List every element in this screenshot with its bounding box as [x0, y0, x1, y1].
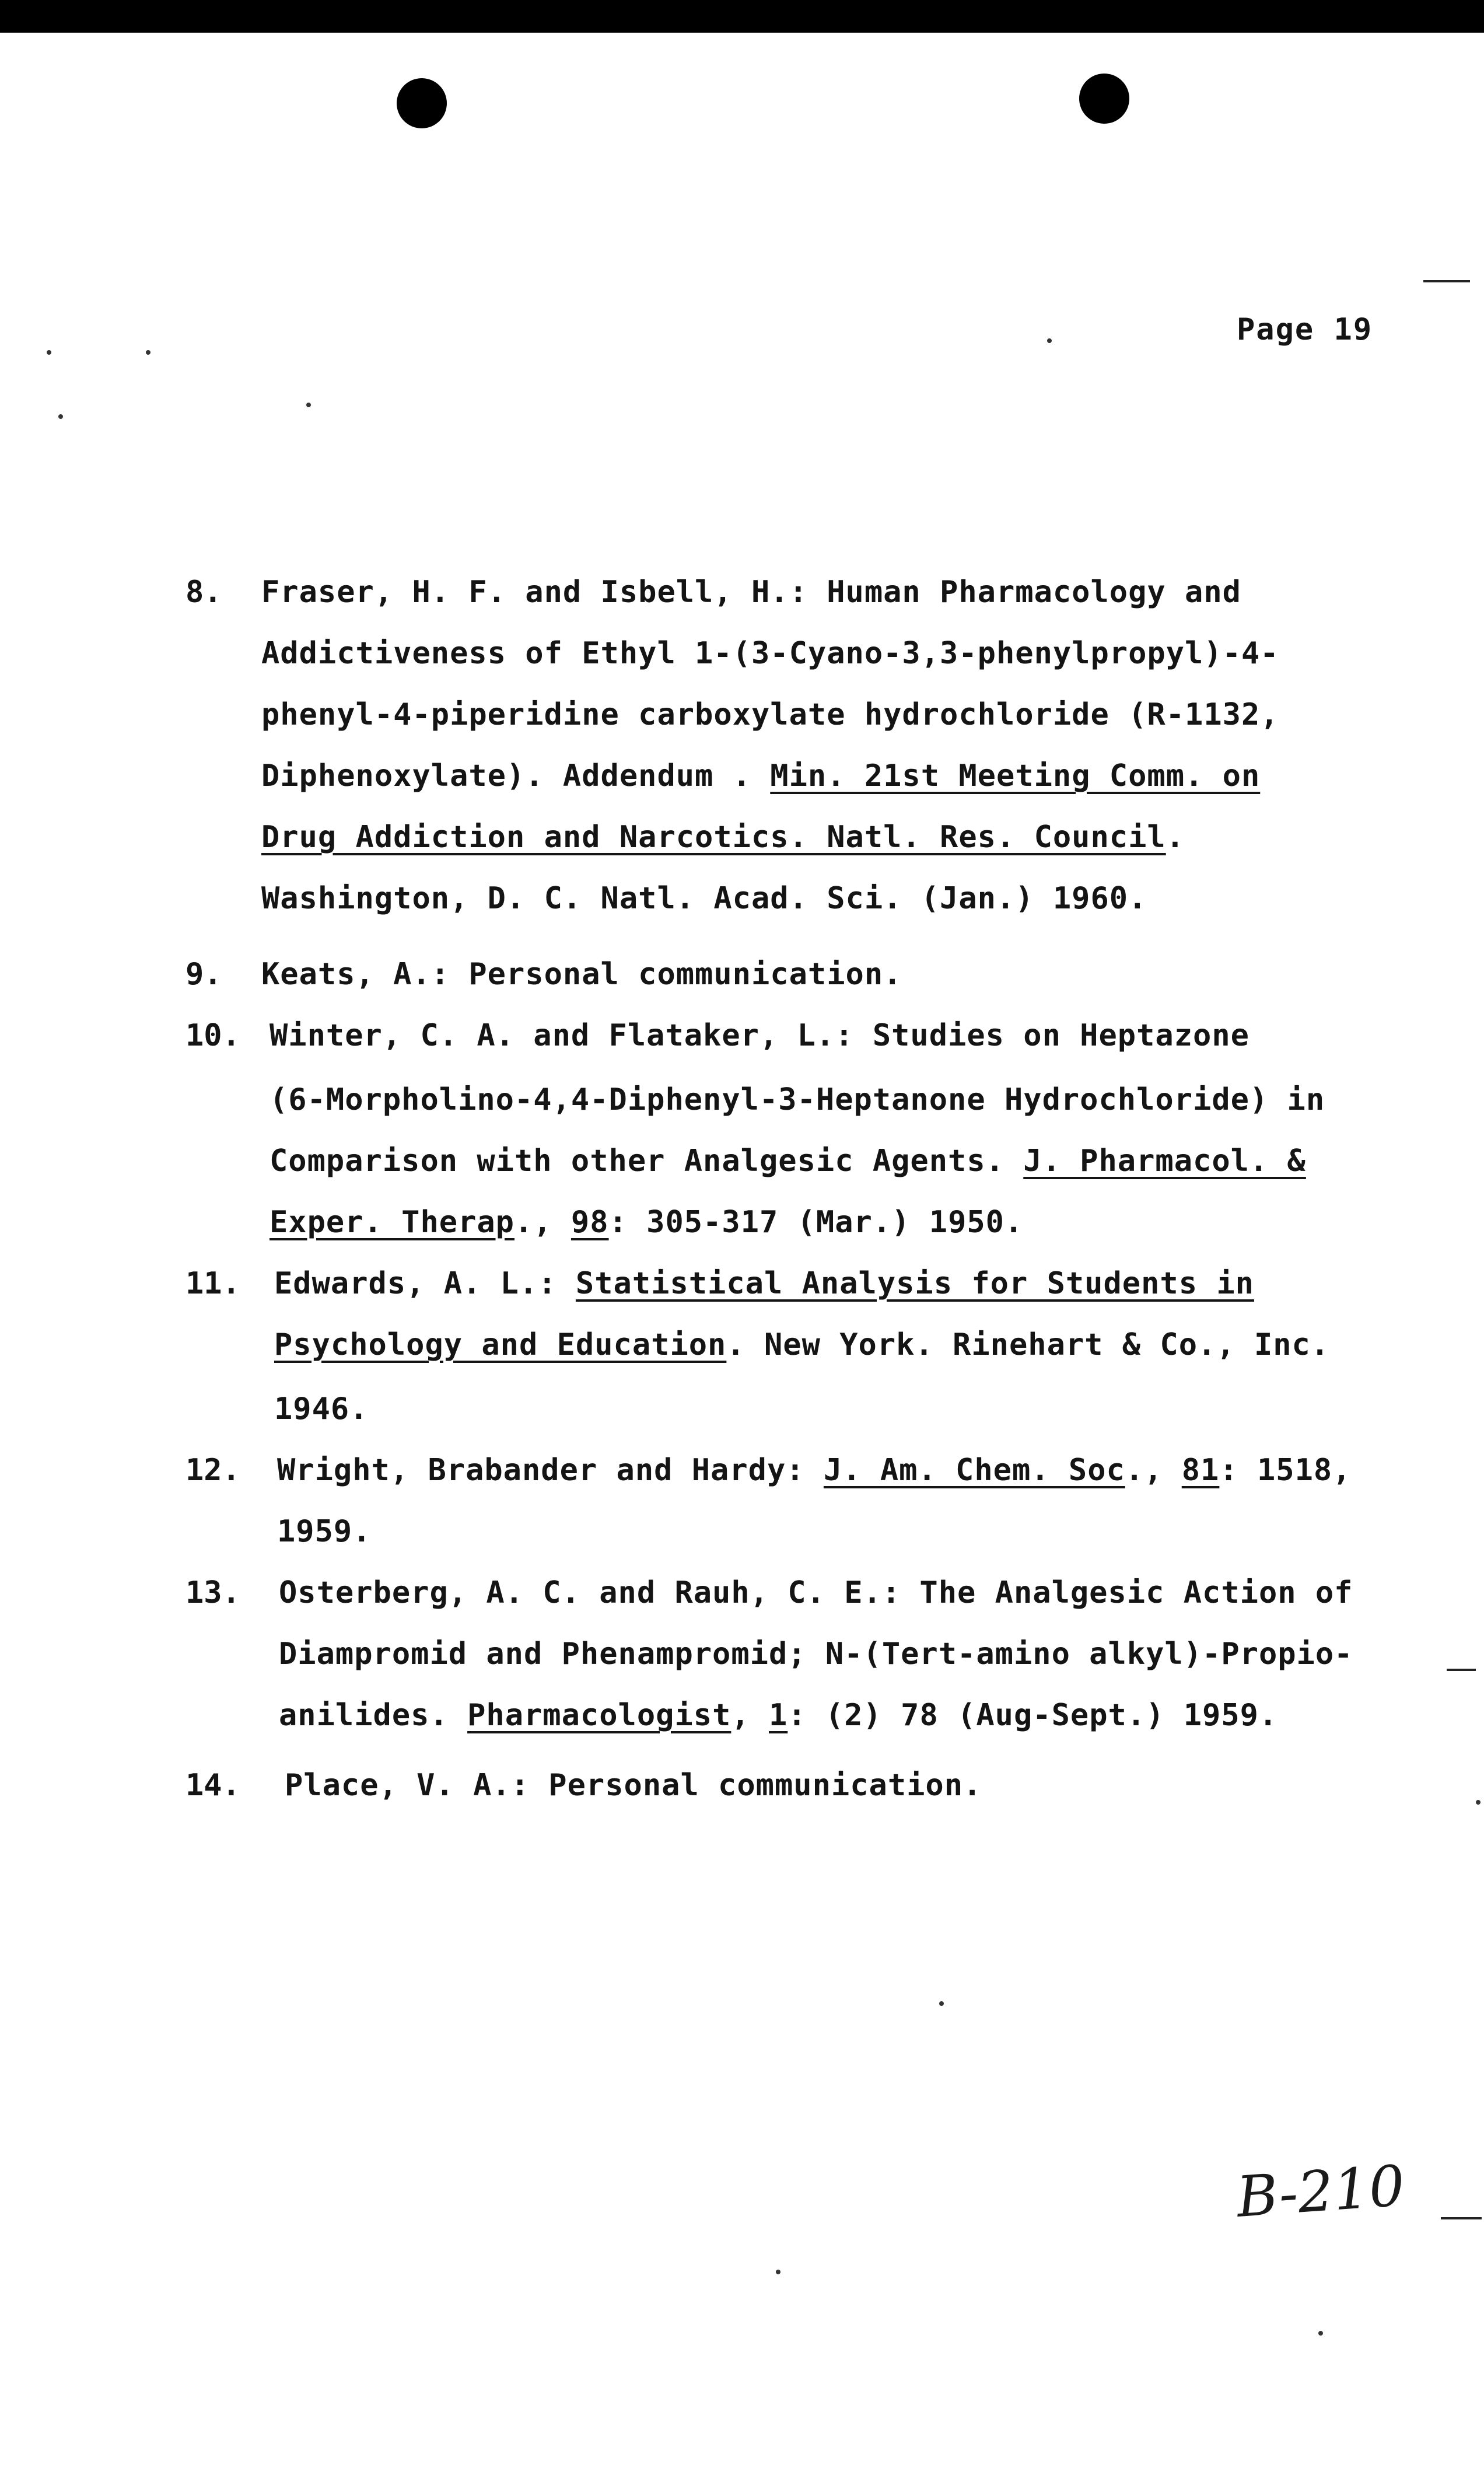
reference-text: . New York. Rinehart & Co., Inc.: [726, 1327, 1330, 1362]
reference-citation-underlined: Statistical Analysis for Students in: [575, 1266, 1254, 1301]
scan-speck: [1047, 338, 1052, 343]
scan-mark: [1447, 1669, 1476, 1671]
reference-line: [261, 697, 1279, 732]
punch-hole-left: [397, 78, 447, 128]
reference-text: : 1518,: [1219, 1453, 1352, 1488]
reference-text: .: [1166, 820, 1185, 855]
reference-text: Washington, D. C. Natl. Acad. Sci. (Jan.) 1960.: [261, 881, 1147, 916]
reference-text: ,: [731, 1698, 769, 1733]
reference-text: Comparison with other Analgesic Agents.: [270, 1144, 1024, 1179]
reference-citation-underlined: 98: [570, 1205, 609, 1240]
reference-number: 14.: [186, 1768, 240, 1803]
reference-line: [274, 1327, 1329, 1362]
reference-citation-underlined: Drug Addiction and Narcotics. Natl. Res. Council: [261, 820, 1166, 855]
reference-citation-underlined: J. Am. Chem. Soc: [823, 1453, 1125, 1488]
reference-line: [261, 575, 1241, 610]
handwritten-code: B-210: [1234, 2153, 1407, 2230]
reference-text: Addictiveness of Ethyl 1-(3-Cyano-3,3-phenylpropyl)-4-: [261, 636, 1279, 671]
reference-text: Osterberg, A. C. and Rauh, C. E.: The Analgesic Action of: [279, 1575, 1353, 1610]
reference-text: Diampromid and Phenampromid; N-(Tert-amino alkyl)-Propio-: [279, 1637, 1353, 1672]
reference-number: 8.: [186, 575, 222, 610]
reference-line: [270, 1082, 1325, 1117]
reference-text: Fraser, H. F. and Isbell, H.: Human Pharmacology and: [261, 575, 1241, 610]
reference-line: [277, 1514, 372, 1549]
reference-citation-underlined: Exper. Therap: [270, 1205, 514, 1240]
reference-line: [270, 1018, 1250, 1053]
reference-text: Keats, A.: Personal communication.: [261, 957, 902, 992]
reference-text: Edwards, A. L.:: [274, 1266, 576, 1301]
reference-text: 1959.: [277, 1514, 372, 1549]
scan-speck: [1318, 2331, 1323, 2336]
reference-text: Diphenoxylate). Addendum .: [261, 758, 771, 793]
scan-speck: [306, 403, 311, 407]
scan-speck: [939, 2001, 944, 2006]
reference-text: Winter, C. A. and Flataker, L.: Studies on Heptazone: [270, 1018, 1250, 1053]
reference-number: 9.: [186, 957, 222, 992]
scan-speck: [146, 350, 150, 355]
scan-speck: [1476, 1800, 1480, 1805]
reference-line: [279, 1575, 1353, 1610]
reference-citation-underlined: Min. 21st Meeting Comm. on: [770, 758, 1261, 793]
reference-line: [270, 1144, 1306, 1179]
scan-top-border: [0, 0, 1484, 33]
reference-citation-underlined: J. Pharmacol. &: [1023, 1144, 1306, 1179]
reference-line: [261, 636, 1279, 671]
reference-text: Wright, Brabander and Hardy:: [277, 1453, 824, 1488]
reference-text: anilides.: [279, 1698, 468, 1733]
scan-speck: [58, 414, 63, 419]
scan-mark: [1423, 280, 1470, 282]
reference-citation-underlined: 81: [1181, 1453, 1220, 1488]
reference-number: 12.: [186, 1453, 240, 1488]
reference-line: [285, 1768, 982, 1803]
reference-number: 10.: [186, 1018, 240, 1053]
punch-hole-right: [1079, 74, 1129, 124]
reference-line: [277, 1453, 1352, 1488]
reference-line: [261, 758, 1260, 793]
reference-line: [279, 1637, 1353, 1672]
reference-text: .,: [1125, 1453, 1182, 1488]
reference-line: [270, 1205, 1023, 1240]
reference-line: [274, 1266, 1254, 1301]
reference-number: 11.: [186, 1266, 240, 1301]
reference-citation-underlined: 1: [769, 1698, 788, 1733]
reference-text: .,: [514, 1205, 571, 1240]
reference-text: phenyl-4-piperidine carboxylate hydrochloride (R-1132,: [261, 697, 1279, 732]
reference-line: [279, 1698, 1278, 1733]
scan-mark: [1441, 2217, 1482, 2219]
page-number: Page 19: [1237, 312, 1373, 347]
reference-line: [261, 820, 1185, 855]
reference-line: [274, 1392, 369, 1427]
scan-speck: [47, 350, 51, 355]
reference-number: 13.: [186, 1575, 240, 1610]
reference-line: [261, 881, 1147, 916]
reference-text: : 305-317 (Mar.) 1950.: [608, 1205, 1024, 1240]
reference-text: (6-Morpholino-4,4-Diphenyl-3-Heptanone Hydrochloride) in: [270, 1082, 1325, 1117]
scan-speck: [776, 2270, 780, 2274]
reference-text: 1946.: [274, 1392, 369, 1427]
reference-line: [261, 957, 902, 992]
reference-citation-underlined: Psychology and Education: [274, 1327, 727, 1362]
reference-text: Place, V. A.: Personal communication.: [285, 1768, 982, 1803]
reference-citation-underlined: Pharmacologist: [467, 1698, 732, 1733]
reference-text: : (2) 78 (Aug-Sept.) 1959.: [788, 1698, 1278, 1733]
